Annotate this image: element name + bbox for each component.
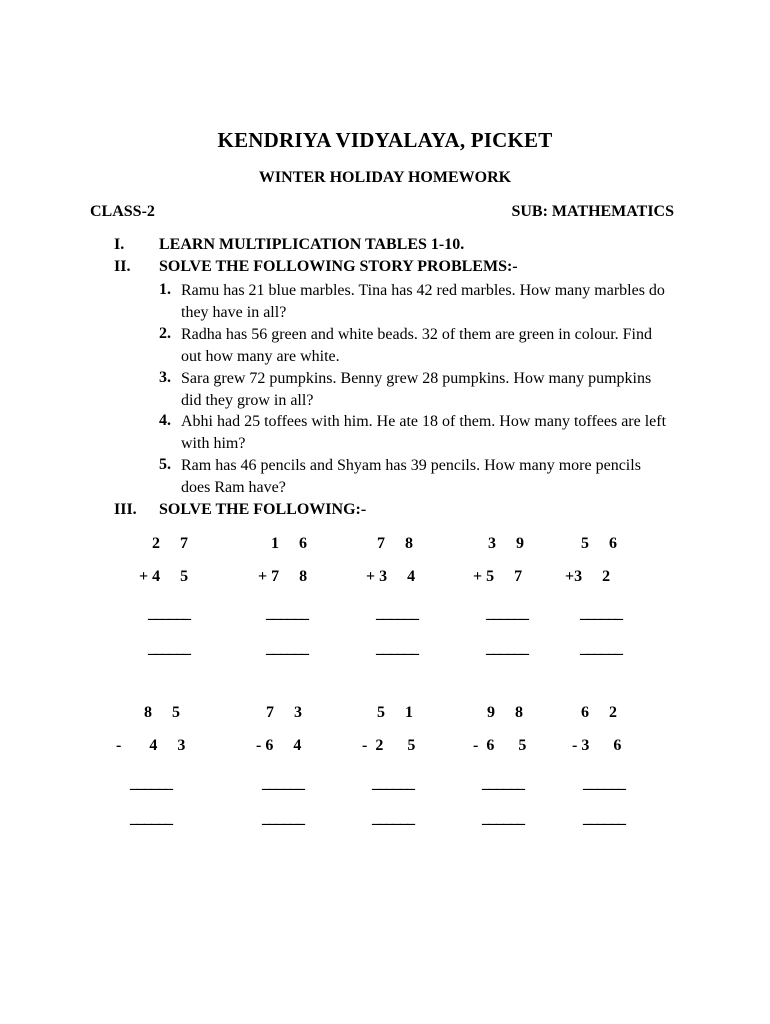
addition-top-number: 5 6 bbox=[581, 535, 617, 552]
section-number: III. bbox=[114, 501, 137, 518]
section-heading: SOLVE THE FOLLOWING STORY PROBLEMS:- bbox=[159, 258, 518, 275]
section-number: I. bbox=[114, 236, 125, 253]
answer-line: ______ bbox=[482, 810, 524, 827]
subtraction-top-number: 5 1 bbox=[377, 704, 413, 721]
section-number: II. bbox=[114, 258, 131, 275]
answer-line: ______ bbox=[130, 810, 172, 827]
question-text: Ram has 46 pencils and Shyam has 39 pencils. How many more pencils does Ram have? bbox=[181, 457, 641, 496]
answer-line: ______ bbox=[486, 640, 528, 657]
answer-line: ______ bbox=[482, 775, 524, 792]
answer-line: ______ bbox=[372, 775, 414, 792]
answer-line: ______ bbox=[580, 605, 622, 622]
question-number: 3. bbox=[159, 369, 171, 386]
addition-bottom-number: + 3 4 bbox=[366, 568, 416, 585]
subtraction-top-number: 9 8 bbox=[487, 704, 523, 721]
answer-line: ______ bbox=[266, 640, 308, 657]
answer-line: ______ bbox=[130, 775, 172, 792]
question-text: Abhi had 25 toffees with him. He ate 18 of them. How many toffees are left with him? bbox=[181, 413, 667, 452]
section-heading: LEARN MULTIPLICATION TABLES 1-10. bbox=[159, 236, 465, 253]
subtraction-top-number: 8 5 bbox=[144, 704, 180, 721]
subtraction-bottom-number: - 2 5 bbox=[362, 737, 416, 754]
answer-line: ______ bbox=[580, 640, 622, 657]
subtraction-top-number: 6 2 bbox=[581, 704, 617, 721]
addition-top-number: 1 6 bbox=[271, 535, 307, 552]
class-label: CLASS-2 bbox=[90, 203, 155, 220]
subtraction-bottom-number: - 6 4 bbox=[256, 737, 302, 754]
page-subtitle: WINTER HOLIDAY HOMEWORK bbox=[258, 169, 512, 186]
question-text: Sara grew 72 pumpkins. Benny grew 28 pumpkins. How many pumpkins did they grow in all? bbox=[181, 370, 652, 409]
subtraction-bottom-number: - 6 5 bbox=[473, 737, 527, 754]
answer-line: ______ bbox=[372, 810, 414, 827]
question-number: 4. bbox=[159, 412, 171, 429]
question-number: 2. bbox=[159, 325, 171, 342]
addition-bottom-number: + 5 7 bbox=[473, 568, 523, 585]
answer-line: ______ bbox=[583, 810, 625, 827]
question-number: 1. bbox=[159, 281, 171, 298]
addition-top-number: 2 7 bbox=[152, 535, 188, 552]
question-text: Ramu has 21 blue marbles. Tina has 42 red marbles. How many marbles do they have in all? bbox=[181, 282, 665, 321]
answer-line: ______ bbox=[583, 775, 625, 792]
answer-line: ______ bbox=[148, 605, 190, 622]
addition-bottom-number: +3 2 bbox=[565, 568, 611, 585]
answer-line: ______ bbox=[148, 640, 190, 657]
subtraction-bottom-number: - 4 3 bbox=[116, 737, 186, 754]
subtraction-top-number: 7 3 bbox=[266, 704, 302, 721]
question-text: Radha has 56 green and white beads. 32 of them are green in colour. Find out how many are white. bbox=[181, 326, 652, 365]
answer-line: ______ bbox=[262, 775, 304, 792]
answer-line: ______ bbox=[262, 810, 304, 827]
page-title: KENDRIYA VIDYALAYA, PICKET bbox=[217, 128, 553, 152]
section-heading: SOLVE THE FOLLOWING:- bbox=[159, 501, 367, 518]
answer-line: ______ bbox=[266, 605, 308, 622]
addition-bottom-number: + 4 5 bbox=[139, 568, 189, 585]
subject-label: SUB: MATHEMATICS bbox=[511, 203, 674, 220]
addition-bottom-number: + 7 8 bbox=[258, 568, 308, 585]
question-number: 5. bbox=[159, 456, 171, 473]
subtraction-bottom-number: - 3 6 bbox=[572, 737, 622, 754]
addition-top-number: 7 8 bbox=[377, 535, 413, 552]
answer-line: ______ bbox=[376, 640, 418, 657]
answer-line: ______ bbox=[376, 605, 418, 622]
answer-line: ______ bbox=[486, 605, 528, 622]
addition-top-number: 3 9 bbox=[488, 535, 524, 552]
